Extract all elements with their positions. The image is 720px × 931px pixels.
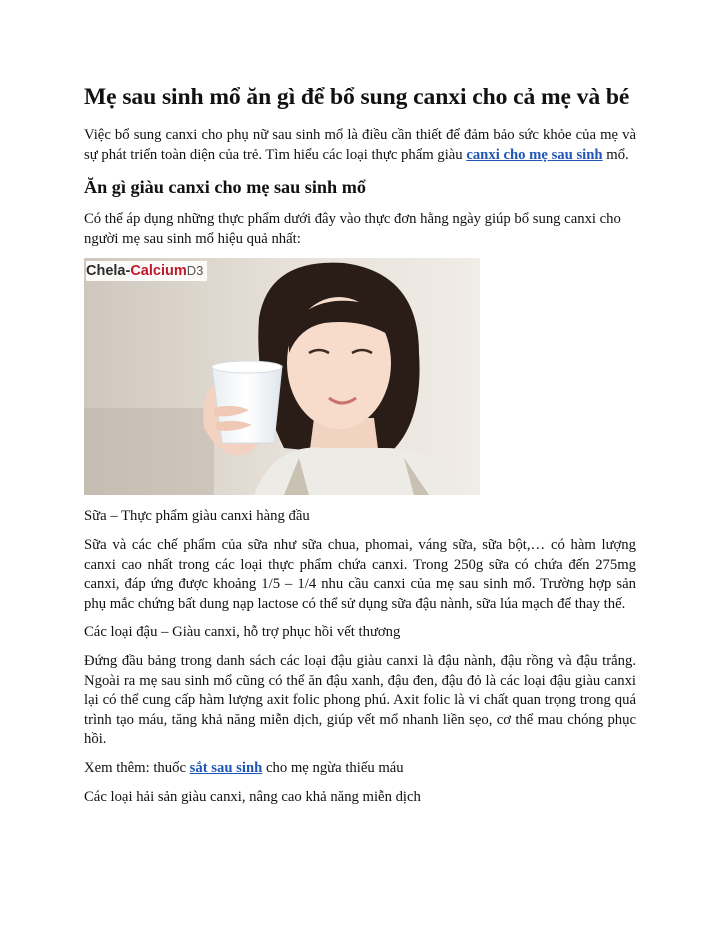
woman-drinking-milk-illustration (84, 258, 480, 495)
calcium-postpartum-link[interactable]: canxi cho mẹ sau sinh (466, 146, 603, 163)
see-also-text: Xem thêm: thuốc (84, 759, 190, 776)
see-also (84, 759, 636, 779)
seafood-subheading: Các loại hải sản giàu canxi, nâng cao khả năng miễn dịch (84, 788, 421, 805)
brand-logo (86, 261, 207, 281)
brand-main: Calcium (130, 263, 187, 280)
intro-text-end: mổ. (602, 146, 629, 163)
see-also-text-end: cho mẹ ngừa thiếu máu (262, 759, 404, 776)
article (84, 82, 636, 816)
hero-image (84, 258, 480, 495)
milk-paragraph: Sữa và các chế phẩm của sữa như sữa chua, phomai, váng sữa, sữa bột,… có hàm lượng canxi cao nhất trong các loại thực phẩm chứa canxi. Trong 250g sữa có chứa đến 275mg canxi, đáp ứng được khoảng 1/5 – 1/4 nhu cầu canxi của mẹ sau sinh mổ. Trường hợp sản phụ mắc chứng bất dung nạp lactose có thể sử dụng sữa đậu nành, sữa lúa mạch để thay thế. (84, 536, 636, 612)
iron-postpartum-link[interactable]: sắt sau sinh (189, 759, 263, 776)
beans-subheading: Các loại đậu – Giàu canxi, hỗ trợ phục hồi vết thương (84, 624, 401, 641)
intro-paragraph (84, 126, 636, 165)
milk-subheading: Sữa – Thực phẩm giàu canxi hàng đầu (84, 508, 310, 525)
beans-paragraph: Đứng đầu bảng trong danh sách các loại đậu giàu canxi là đậu nành, đậu rồng và đậu trắng. Ngoài ra mẹ sau sinh mổ cũng có thể ăn đậu xanh, đậu đen, đậu đỏ là các loại đậu giàu canxi lại có thể cung cấp hàm lượng axit folic phong phú. Axit folic là vi chất quan trọng trong quá trình tạo máu, tăng khả năng miễn dịch, giúp vết mổ nhanh liền sẹo, cơ thể mau chóng phục hồi. (84, 652, 636, 748)
intro-text: Việc bổ sung canxi cho phụ nữ sau sinh mổ là điều cần thiết để đảm bảo sức khỏe của mẹ và sự phát triển toàn diện của trẻ. Tìm hiểu các loại thực phẩm giàu (84, 127, 636, 163)
brand-prefix: Chela- (86, 263, 131, 280)
article-title: Mẹ sau sinh mổ ăn gì để bổ sung canxi cho cả mẹ và bé (84, 84, 630, 110)
section-intro: Có thể áp dụng những thực phẩm dưới đây vào thực đơn hằng ngày giúp bổ sung canxi cho người mẹ sau sinh mổ hiệu quả nhất: (84, 211, 621, 247)
brand-suffix: D3 (186, 263, 204, 279)
section-heading: Ăn gì giàu canxi cho mẹ sau sinh mổ (84, 177, 366, 198)
